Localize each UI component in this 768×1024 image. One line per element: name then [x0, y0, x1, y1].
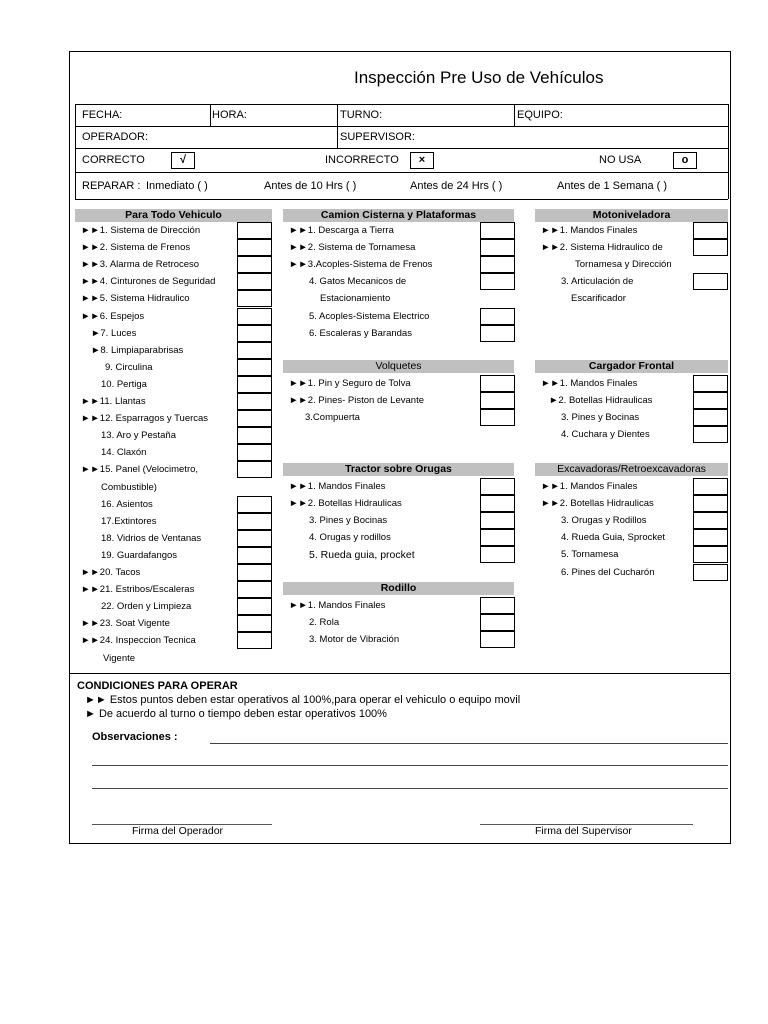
check-box-excavadoras[interactable] [693, 478, 728, 495]
check-box-todo[interactable] [237, 342, 272, 359]
check-box-cargador[interactable] [693, 426, 728, 443]
checklist-item-todo: ►►15. Panel (Velocimetro, [81, 464, 199, 475]
checklist-item-todo: ►►3. Alarma de Retroceso [81, 259, 200, 270]
checklist-item-todo: 22. Orden y Limpieza [101, 601, 192, 612]
correcto-mark-box: √ [171, 152, 195, 169]
checklist-item-todo: ►►4. Cinturones de Seguridad [81, 276, 216, 287]
check-box-tractor[interactable] [480, 512, 515, 529]
check-box-rodillo[interactable] [480, 597, 515, 614]
checklist-item-cisterna: Estacionamiento [320, 293, 391, 304]
section-header-cargador: Cargador Frontal [535, 360, 728, 373]
check-box-todo[interactable] [237, 376, 272, 393]
checklist-item-todo: 14. Claxón [101, 447, 147, 458]
check-box-todo[interactable] [237, 256, 272, 273]
check-box-todo[interactable] [237, 598, 272, 615]
checklist-item-volquetes: 3.Compuerta [305, 412, 360, 423]
check-box-todo[interactable] [237, 547, 272, 564]
checklist-item-todo: ►►6. Espejos [81, 311, 145, 322]
reparar-1-semana: Antes de 1 Semana ( ) [557, 180, 668, 192]
firma-operador-label: Firma del Operador [132, 825, 224, 837]
section-header-motoniveladora: Motoniveladora [535, 209, 728, 222]
conditions-line-1: ►► Estos puntos deben estar operativos al 100%,para operar el vehiculo o equipo movil [85, 694, 521, 706]
check-box-excavadoras[interactable] [693, 546, 728, 563]
check-box-cisterna[interactable] [480, 308, 515, 325]
reparar-10-hrs: Antes de 10 Hrs ( ) [264, 180, 357, 192]
conditions-line-2: ► De acuerdo al turno o tiempo deben estar operativos 100% [85, 708, 387, 720]
check-box-todo[interactable] [237, 564, 272, 581]
checklist-item-todo: 18. Vidrios de Ventanas [101, 533, 202, 544]
check-box-todo[interactable] [237, 632, 272, 649]
checklist-item-cargador: ►►1. Mandos Finales [541, 378, 638, 389]
check-box-cisterna[interactable] [480, 239, 515, 256]
checklist-item-todo: ►►12. Esparragos y Tuercas [81, 413, 209, 424]
hora-label: HORA: [212, 109, 247, 121]
check-box-todo[interactable] [237, 393, 272, 410]
observaciones-line-1[interactable] [210, 743, 728, 744]
checklist-item-todo: 19. Guardafangos [101, 550, 178, 561]
check-box-todo[interactable] [237, 290, 272, 307]
section-header-volquetes: Volquetes [283, 360, 514, 373]
checklist-item-tractor: ►►2. Botellas Hidraulicas [289, 498, 402, 509]
check-box-cisterna[interactable] [480, 256, 515, 273]
checklist-item-motoniveladora: Tornamesa y Dirección [575, 259, 672, 270]
check-box-todo[interactable] [237, 461, 272, 478]
check-box-cargador[interactable] [693, 409, 728, 426]
check-box-todo[interactable] [237, 308, 272, 325]
checklist-item-todo: ►►1. Sistema de Dirección [81, 225, 201, 236]
checklist-item-rodillo: 3. Motor de Vibración [309, 634, 400, 645]
checklist-item-todo: ►7. Luces [91, 328, 137, 339]
checklist-item-excavadoras: 3. Orugas y Rodillos [561, 515, 647, 526]
checklist-item-motoniveladora: Escarificador [571, 293, 626, 304]
checklist-item-todo: ►►21. Estribos/Escaleras [81, 584, 195, 595]
checklist-item-cargador: 3. Pines y Bocinas [561, 412, 640, 423]
check-box-cisterna[interactable] [480, 222, 515, 239]
section-header-excavadoras: Excavadoras/Retroexcavadoras [535, 463, 728, 476]
check-box-volquetes[interactable] [480, 409, 515, 426]
check-box-excavadoras[interactable] [693, 512, 728, 529]
checklist-item-todo: 13. Aro y Pestaña [101, 430, 176, 441]
section-header-todo: Para Todo Vehiculo [75, 209, 272, 222]
check-box-motoniveladora[interactable] [693, 273, 728, 290]
no-usa-label: NO USA [599, 154, 642, 166]
reparar-24-hrs: Antes de 24 Hrs ( ) [410, 180, 503, 192]
checklist-item-tractor: 4. Orugas y rodillos [309, 532, 391, 543]
checklist-item-cisterna: ►►2. Sistema de Tornamesa [289, 242, 416, 253]
form-frame [69, 51, 731, 844]
checklist-item-excavadoras: 5. Tornamesa [561, 549, 619, 560]
checklist-item-excavadoras: 6. Pines del Cucharón [561, 567, 655, 578]
conditions-divider [69, 673, 731, 674]
check-box-cisterna[interactable] [480, 273, 515, 290]
checklist-item-cisterna: ►►3.Acoples-Sistema de Frenos [289, 259, 433, 270]
check-box-todo[interactable] [237, 615, 272, 632]
fecha-label: FECHA: [82, 109, 123, 121]
check-box-rodillo[interactable] [480, 614, 515, 631]
check-box-todo[interactable] [237, 530, 272, 547]
check-box-todo[interactable] [237, 427, 272, 444]
checklist-item-todo: ►►11. Llantas [81, 396, 146, 407]
checklist-item-excavadoras: ►►2. Botellas Hidraulicas [541, 498, 654, 509]
checklist-item-volquetes: ►►1. Pin y Seguro de Tolva [289, 378, 411, 389]
check-box-todo[interactable] [237, 444, 272, 461]
check-box-volquetes[interactable] [480, 375, 515, 392]
checklist-item-volquetes: ►►2. Pines- Piston de Levante [289, 395, 424, 406]
checklist-item-motoniveladora: ►►1. Mandos Finales [541, 225, 638, 236]
checklist-item-todo: 17.Extintores [101, 516, 157, 527]
checklist-item-cisterna: 5. Acoples-Sistema Electrico [309, 311, 430, 322]
conditions-title: CONDICIONES PARA OPERAR [77, 680, 238, 692]
checklist-item-cisterna: ►►1. Descarga a Tierra [289, 225, 394, 236]
reparar-label: REPARAR : [82, 180, 141, 192]
checklist-item-cargador: ►2. Botellas Hidraulicas [549, 395, 653, 406]
checklist-item-cisterna: 4. Gatos Mecanicos de [309, 276, 407, 287]
check-box-tractor[interactable] [480, 529, 515, 546]
check-box-todo[interactable] [237, 273, 272, 290]
check-box-cisterna[interactable] [480, 325, 515, 342]
checklist-item-todo: 10. Pertiga [101, 379, 147, 390]
checklist-item-cisterna: 6. Escaleras y Barandas [309, 328, 412, 339]
operador-label: OPERADOR: [82, 131, 149, 143]
check-box-todo[interactable] [237, 513, 272, 530]
check-box-tractor[interactable] [480, 495, 515, 512]
check-box-volquetes[interactable] [480, 392, 515, 409]
check-box-todo[interactable] [237, 581, 272, 598]
observaciones-label: Observaciones : [92, 731, 178, 743]
check-box-todo[interactable] [237, 239, 272, 256]
checklist-item-rodillo: ►►1. Mandos Finales [289, 600, 386, 611]
checklist-item-rodillo: 2. Rola [309, 617, 340, 628]
check-box-tractor[interactable] [480, 546, 515, 563]
firma-supervisor-label: Firma del Supervisor [535, 825, 632, 837]
checklist-item-tractor: 3. Pines y Bocinas [309, 515, 388, 526]
check-box-todo[interactable] [237, 222, 272, 239]
checklist-item-excavadoras: 4. Rueda Guia, Sprocket [561, 532, 666, 543]
checklist-item-todo: ►►2. Sistema de Frenos [81, 242, 191, 253]
section-header-tractor: Tractor sobre Orugas [283, 463, 514, 476]
incorrecto-label: INCORRECTO [325, 154, 399, 166]
check-box-excavadoras[interactable] [693, 495, 728, 512]
turno-label: TURNO: [340, 109, 383, 121]
checklist-item-todo: ►8. Limpiaparabrisas [91, 345, 184, 356]
checklist-item-todo: ►►24. Inspeccion Tecnica [81, 635, 196, 646]
check-box-cargador[interactable] [693, 392, 728, 409]
section-header-rodillo: Rodillo [283, 582, 514, 595]
equipo-label: EQUIPO: [517, 109, 563, 121]
checklist-item-cargador: 4. Cuchara y Dientes [561, 429, 650, 440]
check-box-tractor[interactable] [480, 478, 515, 495]
observaciones-line-2[interactable] [92, 765, 728, 766]
checklist-item-todo: 16. Asientos [101, 499, 153, 510]
check-box-todo[interactable] [237, 325, 272, 342]
checklist-item-excavadoras: ►►1. Mandos Finales [541, 481, 638, 492]
no-usa-mark-box: o [673, 152, 697, 169]
check-box-excavadoras[interactable] [693, 564, 728, 581]
check-box-excavadoras[interactable] [693, 529, 728, 546]
check-box-cargador[interactable] [693, 375, 728, 392]
section-header-cisterna: Camion Cisterna y Plataformas [283, 209, 514, 222]
checklist-item-todo: Combustible) [101, 482, 157, 493]
correcto-label: CORRECTO [82, 154, 145, 166]
checklist-item-todo: Vigente [103, 653, 136, 664]
checklist-item-todo: ►►5. Sistema Hidraulico [81, 293, 190, 304]
incorrecto-mark-box: × [410, 152, 434, 169]
check-box-motoniveladora[interactable] [693, 222, 728, 239]
check-box-todo[interactable] [237, 410, 272, 427]
check-box-todo[interactable] [237, 496, 272, 513]
reparar-inmediato: Inmediato ( ) [146, 180, 208, 192]
check-box-todo[interactable] [237, 359, 272, 376]
page-title: Inspección Pre Uso de Vehículos [354, 68, 604, 87]
checklist-item-motoniveladora: ►►2. Sistema Hidraulico de [541, 242, 663, 253]
checklist-item-tractor: ►►1. Mandos Finales [289, 481, 386, 492]
observaciones-line-3[interactable] [92, 788, 728, 789]
check-box-rodillo[interactable] [480, 631, 515, 648]
checklist-item-tractor: 5. Rueda guia, procket [309, 549, 415, 561]
checklist-item-todo: ►►20. Tacos [81, 567, 141, 578]
supervisor-label: SUPERVISOR: [340, 131, 415, 143]
check-box-motoniveladora[interactable] [693, 239, 728, 256]
checklist-item-motoniveladora: 3. Articulación de [561, 276, 634, 287]
checklist-item-todo: ►►23. Soat Vigente [81, 618, 170, 629]
checklist-item-todo: 9. Circulina [105, 362, 153, 373]
